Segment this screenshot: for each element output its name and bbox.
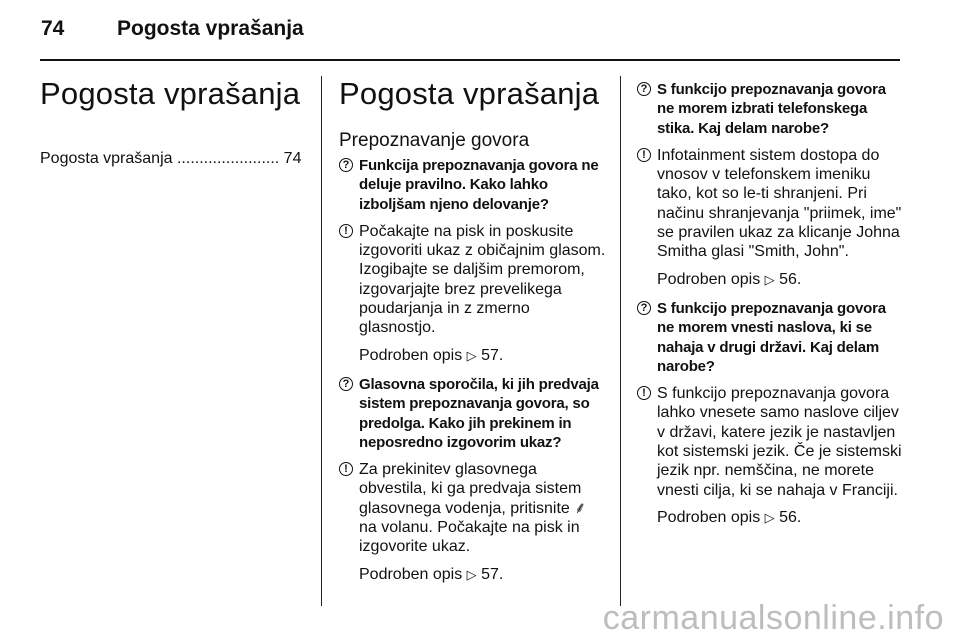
section-title: Pogosta vprašanja	[339, 76, 600, 111]
faq-question	[637, 80, 905, 138]
question-text: S funkcijo prepoznavanja govora ne morem izbrati telefonskega stika. Kaj delam narobe?	[657, 81, 886, 137]
toc-dots: .......................	[172, 150, 280, 167]
toc-label: Pogosta vprašanja	[40, 150, 173, 167]
reference-label: Podroben opis	[359, 346, 463, 364]
reference-page[interactable]: 56.	[779, 508, 802, 526]
exclamation-circle-icon: !	[339, 462, 353, 476]
reference-page[interactable]: 57.	[481, 346, 504, 364]
faq-answer	[637, 384, 905, 527]
exclamation-circle-icon: !	[339, 224, 353, 238]
arrow-right-icon: ▷	[466, 347, 477, 363]
reference-label: Podroben opis	[657, 508, 761, 526]
toc-page: 74	[279, 150, 302, 167]
answer-text: Počakajte na pisk in poskusite izgovoriti ukaz z običajnim glasom. Izogibajte se daljšim premorom, izgovarjajte brez prevelikega poudarjanja in z zmerno glasnostjo.	[359, 222, 606, 337]
question-mark-circle-icon: ?	[637, 82, 651, 96]
faq-answer	[339, 222, 607, 365]
reference	[657, 270, 905, 289]
page-number: 74	[41, 17, 65, 40]
question-mark-circle-icon: ?	[339, 377, 353, 391]
section-subtitle: Prepoznavanje govora	[339, 130, 530, 151]
faq-question	[339, 375, 607, 452]
reference-page[interactable]: 56.	[779, 270, 802, 288]
reference	[359, 346, 607, 365]
exclamation-circle-icon: !	[637, 386, 651, 400]
reference-label: Podroben opis	[657, 270, 761, 288]
faq-answer	[637, 146, 905, 289]
answer-text: Infotainment sistem dostopa do vnosov v telefonskem imeniku tako, kot so le-ti shranjeni. Pri načinu shranjevanja "priimek, ime" se pravilen ukaz za klicanje Johna Smitha glasi "Smith, John".	[657, 146, 902, 261]
reference	[657, 508, 905, 527]
exclamation-circle-icon: !	[637, 148, 651, 162]
question-text: Funkcija prepoznavanja govora ne deluje pravilno. Kako lahko izboljšam njeno delovanje?	[359, 157, 599, 213]
answer-text: S funkcijo prepoznavanja govora lahko vnesete samo naslove ciljev v državi, katere jezik je nastavljen kot sistemski jezik. Če je sistemski jezik npr. nemščina, ne morete vnesti cilja, ki se nahaja v Franciji.	[657, 385, 902, 499]
faq-column-3	[637, 76, 905, 527]
reference-page[interactable]: 57.	[481, 565, 504, 583]
arrow-right-icon: ▷	[466, 566, 477, 582]
question-mark-circle-icon: ?	[339, 158, 353, 172]
faq-column-2	[339, 76, 607, 584]
column-divider	[620, 76, 621, 606]
faq-answer	[339, 460, 607, 584]
question-mark-circle-icon: ?	[637, 301, 651, 315]
question-text: Glasovna sporočila, ki jih predvaja sistem prepoznavanja govora, so predolga. Kako jih prekinem in neposredno izgovorim ukaz?	[359, 375, 599, 451]
running-title: Pogosta vprašanja	[117, 17, 304, 40]
chapter-title: Pogosta vprašanja	[40, 76, 301, 111]
faq-question	[339, 156, 607, 214]
header-rule	[40, 59, 900, 61]
toc-column	[40, 76, 305, 169]
reference	[359, 565, 607, 584]
question-text: S funkcijo prepoznavanja govora ne morem vnesti naslova, ki se nahaja v drugi državi. Kaj delam narobe?	[657, 299, 886, 375]
watermark: carmanualsonline.info	[602, 599, 944, 637]
faq-question	[637, 299, 905, 376]
toc-entry[interactable]	[40, 149, 305, 169]
arrow-right-icon: ▷	[764, 271, 775, 287]
answer-text: Za prekinitev glasovnega obvestila, ki ga predvaja sistem glasovnega vodenja, pritisnite ⸙ na volanu. Počakajte na pisk in izgovorite ukaz.	[359, 461, 587, 556]
reference-label: Podroben opis	[359, 565, 463, 583]
column-divider	[321, 76, 322, 606]
arrow-right-icon: ▷	[764, 509, 775, 525]
